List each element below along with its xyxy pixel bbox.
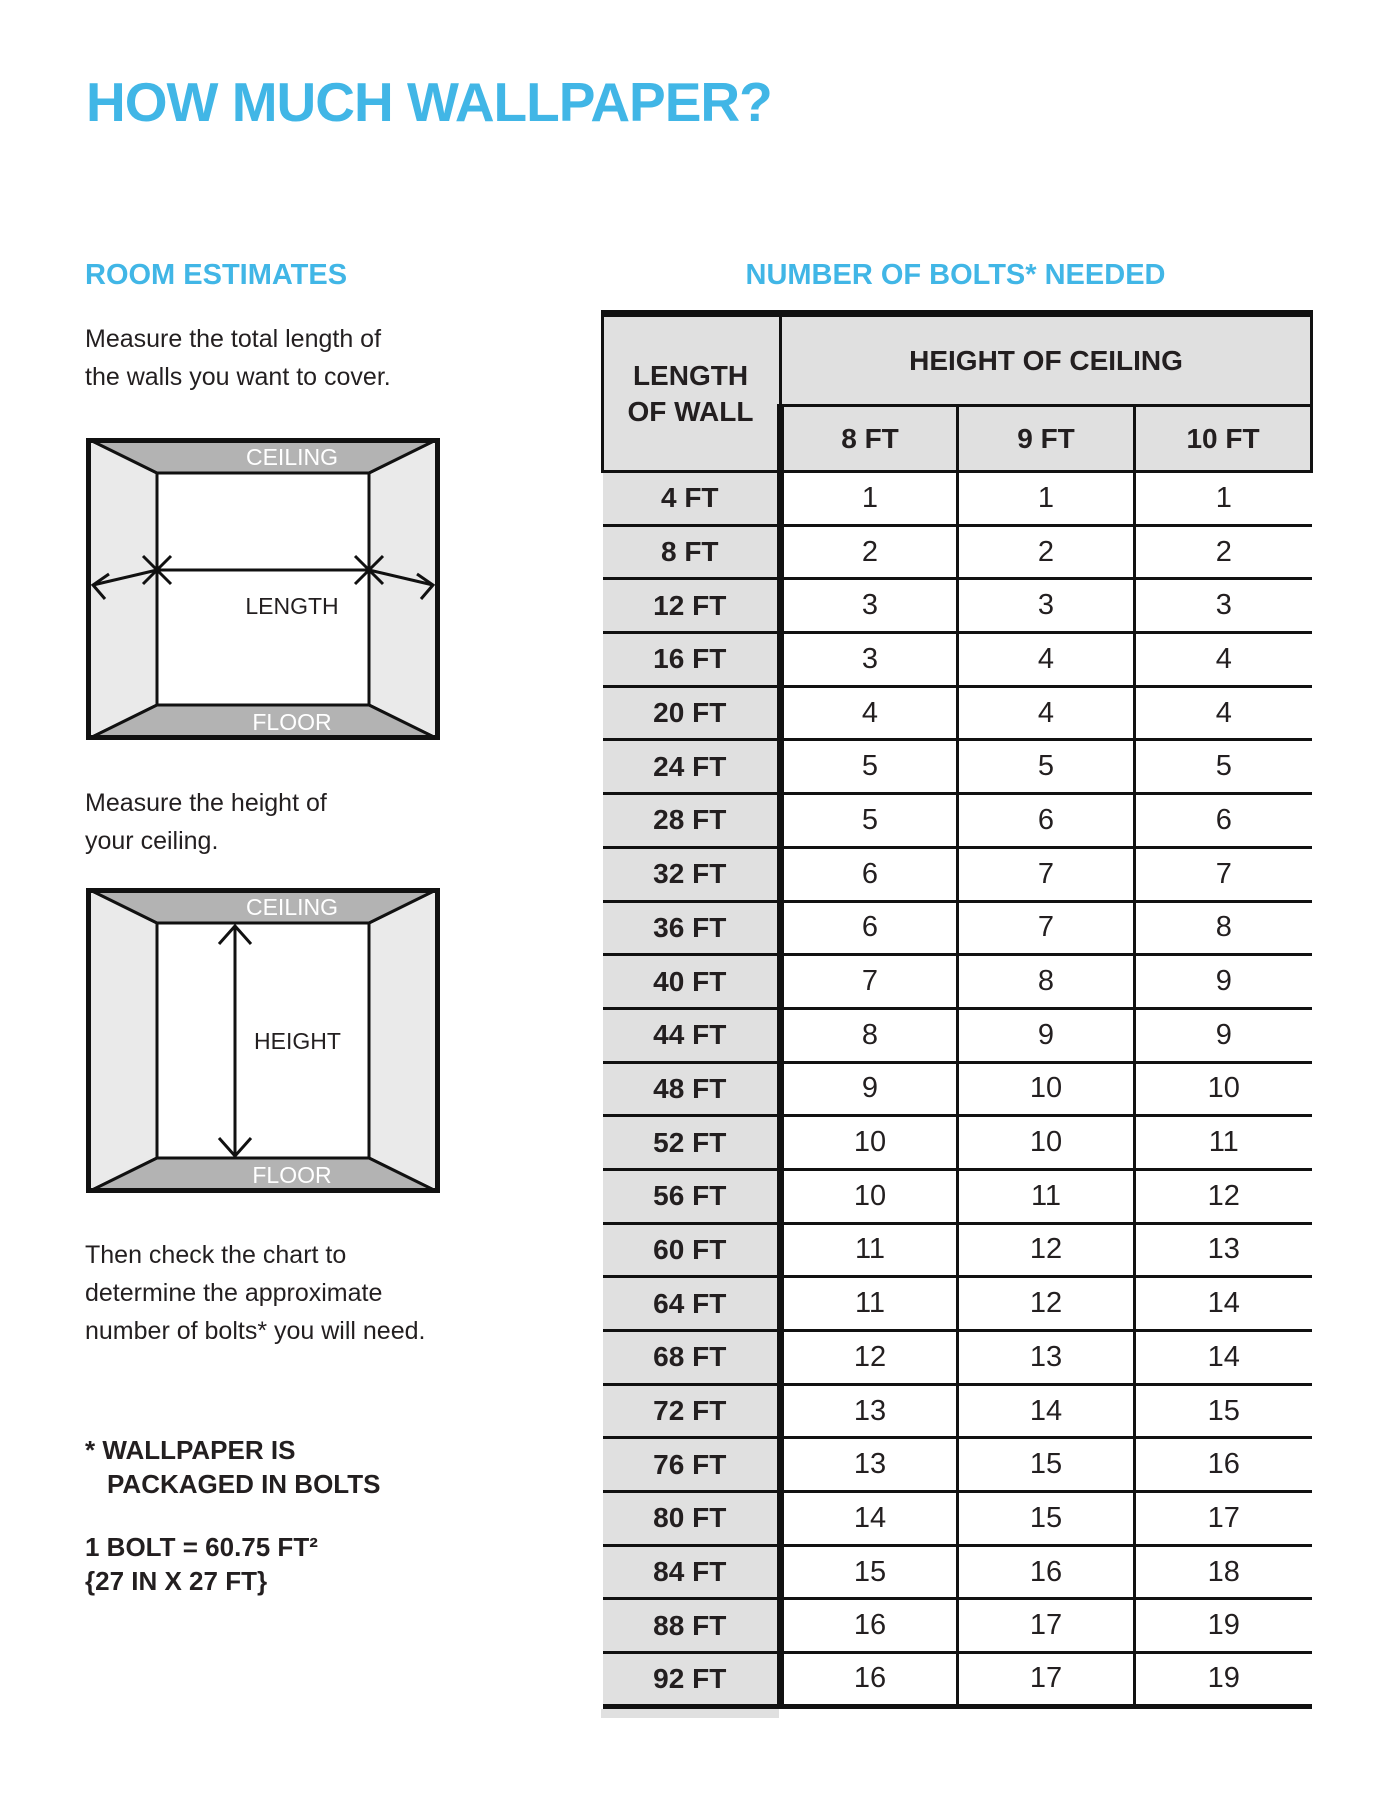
bolt-count-cell: 7 (958, 901, 1135, 955)
room-length-diagram-svg (86, 438, 440, 740)
measure-height-paragraph (85, 784, 327, 860)
footnote-line: PACKAGED IN BOLTS (107, 1469, 381, 1499)
table-bottom-tab (601, 1709, 779, 1718)
bolt-count-cell: 15 (958, 1492, 1135, 1546)
bolt-count-cell: 11 (958, 1169, 1135, 1223)
bolt-count-cell: 16 (1135, 1438, 1312, 1492)
table-row (603, 1492, 1312, 1546)
back-wall-face (157, 473, 369, 705)
table-row (603, 794, 1312, 848)
wall-length-label: 64 FT (603, 1277, 781, 1331)
bolt-count-cell: 6 (781, 847, 958, 901)
measure-length-paragraph (85, 320, 391, 396)
wall-length-label: 20 FT (603, 686, 781, 740)
bolt-count-cell: 13 (781, 1438, 958, 1492)
paragraph-line: Measure the height of (85, 789, 327, 817)
paragraph-line: your ceiling. (85, 827, 219, 855)
bolt-equation-line: {27 IN X 27 FT} (85, 1566, 268, 1596)
bolt-count-cell: 18 (1135, 1545, 1312, 1599)
wall-length-label: 68 FT (603, 1331, 781, 1385)
bolt-count-cell: 7 (1135, 847, 1312, 901)
wall-length-label: 32 FT (603, 847, 781, 901)
bolt-count-cell: 19 (1135, 1599, 1312, 1653)
table-row (603, 1169, 1312, 1223)
table-row (603, 686, 1312, 740)
wall-length-label: 80 FT (603, 1492, 781, 1546)
bolts-table-body (603, 472, 1312, 1707)
paragraph-line: Then check the chart to (85, 1241, 347, 1269)
table-row (603, 633, 1312, 687)
table-row (603, 579, 1312, 633)
table-row (603, 1277, 1312, 1331)
bolt-count-cell: 9 (781, 1062, 958, 1116)
bolt-count-cell: 4 (1135, 633, 1312, 687)
bolt-count-cell: 8 (958, 955, 1135, 1009)
bolt-count-cell: 17 (958, 1599, 1135, 1653)
room-estimates-heading: ROOM ESTIMATES (85, 259, 348, 291)
bolt-count-cell: 1 (781, 472, 958, 526)
bolt-equation-line: 1 BOLT = 60.75 FT² (85, 1532, 318, 1562)
bolt-count-cell: 7 (781, 955, 958, 1009)
bolt-count-cell: 14 (781, 1492, 958, 1546)
bolts-needed-heading: NUMBER OF BOLTS* NEEDED (745, 259, 1166, 291)
table-row (603, 1116, 1312, 1170)
wall-length-label: 44 FT (603, 1008, 781, 1062)
bolt-count-cell: 16 (781, 1653, 958, 1707)
bolt-count-cell: 14 (1135, 1331, 1312, 1385)
length-label: LENGTH (245, 593, 339, 619)
page-title: HOW MUCH WALLPAPER? (86, 71, 772, 133)
bolt-count-cell: 9 (1135, 1008, 1312, 1062)
paragraph-line: the walls you want to cover. (85, 363, 391, 391)
bolt-count-cell: 2 (781, 525, 958, 579)
bolt-count-cell: 10 (1135, 1062, 1312, 1116)
bolt-count-cell: 17 (1135, 1492, 1312, 1546)
bolt-count-cell: 11 (781, 1277, 958, 1331)
bolt-count-cell: 11 (781, 1223, 958, 1277)
bolt-count-cell: 4 (1135, 686, 1312, 740)
wall-length-label: 16 FT (603, 633, 781, 687)
bolt-count-cell: 11 (1135, 1116, 1312, 1170)
bolt-count-cell: 9 (958, 1008, 1135, 1062)
wall-length-label: 92 FT (603, 1653, 781, 1707)
table-row (603, 1438, 1312, 1492)
wall-length-label: 56 FT (603, 1169, 781, 1223)
wall-length-label: 52 FT (603, 1116, 781, 1170)
bolt-count-cell: 15 (1135, 1384, 1312, 1438)
wall-length-label: 76 FT (603, 1438, 781, 1492)
bolt-count-cell: 19 (1135, 1653, 1312, 1707)
bolt-count-cell: 8 (1135, 901, 1312, 955)
wall-length-label: 36 FT (603, 901, 781, 955)
wall-length-label: 88 FT (603, 1599, 781, 1653)
bolt-equation (85, 1530, 318, 1598)
bolt-count-cell: 10 (958, 1116, 1135, 1170)
bolts-table-container (601, 310, 1310, 1718)
bolt-count-cell: 17 (958, 1653, 1135, 1707)
wall-length-label: 40 FT (603, 955, 781, 1009)
header-line: OF WALL (627, 395, 754, 427)
table-row (603, 1599, 1312, 1653)
length-of-wall-header (603, 314, 781, 472)
bolt-count-cell: 12 (1135, 1169, 1312, 1223)
table-row (603, 1384, 1312, 1438)
height-of-ceiling-header: HEIGHT OF CEILING (781, 314, 1312, 406)
paragraph-line: determine the approximate (85, 1279, 383, 1307)
bolt-count-cell: 4 (781, 686, 958, 740)
bolt-count-cell: 6 (958, 794, 1135, 848)
bolt-count-cell: 12 (958, 1277, 1135, 1331)
col-header-8ft: 8 FT (781, 406, 958, 472)
height-label: HEIGHT (254, 1028, 341, 1054)
bolt-count-cell: 10 (958, 1062, 1135, 1116)
bolt-count-cell: 2 (1135, 525, 1312, 579)
bolt-count-cell: 2 (958, 525, 1135, 579)
bolt-count-cell: 8 (781, 1008, 958, 1062)
table-row (603, 955, 1312, 1009)
table-row (603, 1223, 1312, 1277)
room-height-diagram (86, 888, 440, 1193)
ceiling-label: CEILING (245, 894, 339, 920)
bolt-count-cell: 10 (781, 1169, 958, 1223)
bolt-count-cell: 15 (781, 1545, 958, 1599)
table-row (603, 1653, 1312, 1707)
bolt-count-cell: 3 (781, 633, 958, 687)
col-header-10ft: 10 FT (1135, 406, 1312, 472)
wall-length-label: 4 FT (603, 472, 781, 526)
bolts-footnote (85, 1433, 380, 1501)
bolt-count-cell: 5 (1135, 740, 1312, 794)
bolt-count-cell: 13 (958, 1331, 1135, 1385)
wall-length-label: 12 FT (603, 579, 781, 633)
paragraph-line: Measure the total length of (85, 325, 382, 353)
bolt-count-cell: 3 (958, 579, 1135, 633)
col-header-9ft: 9 FT (958, 406, 1135, 472)
bolt-count-cell: 3 (1135, 579, 1312, 633)
ceiling-label: CEILING (245, 444, 339, 470)
bolt-count-cell: 5 (781, 794, 958, 848)
wall-length-label: 72 FT (603, 1384, 781, 1438)
bolt-count-cell: 3 (781, 579, 958, 633)
table-row (603, 847, 1312, 901)
bolt-count-cell: 9 (1135, 955, 1312, 1009)
bolt-count-cell: 5 (781, 740, 958, 794)
table-header-row (603, 314, 1312, 406)
table-row (603, 1545, 1312, 1599)
footnote-line: * WALLPAPER IS (85, 1435, 296, 1465)
wall-length-label: 60 FT (603, 1223, 781, 1277)
table-row (603, 901, 1312, 955)
paragraph-line: number of bolts* you will need. (85, 1317, 426, 1345)
bolt-count-cell: 6 (781, 901, 958, 955)
bolt-count-cell: 4 (958, 686, 1135, 740)
wall-length-label: 48 FT (603, 1062, 781, 1116)
header-line: LENGTH (632, 359, 749, 391)
bolt-count-cell: 13 (1135, 1223, 1312, 1277)
bolts-table (601, 310, 1313, 1709)
bolt-count-cell: 5 (958, 740, 1135, 794)
wall-length-label: 8 FT (603, 525, 781, 579)
bolt-count-cell: 15 (958, 1438, 1135, 1492)
table-row (603, 1062, 1312, 1116)
room-length-diagram (86, 438, 440, 740)
wall-length-label: 84 FT (603, 1545, 781, 1599)
check-chart-paragraph (85, 1236, 425, 1350)
bolt-count-cell: 16 (781, 1599, 958, 1653)
table-row (603, 740, 1312, 794)
wall-length-label: 24 FT (603, 740, 781, 794)
bolt-count-cell: 6 (1135, 794, 1312, 848)
bolt-count-cell: 14 (958, 1384, 1135, 1438)
floor-label: FLOOR (252, 1162, 332, 1188)
right-wall-face (369, 888, 440, 1193)
bolt-count-cell: 4 (958, 633, 1135, 687)
bolt-count-cell: 12 (781, 1331, 958, 1385)
bolt-count-cell: 16 (958, 1545, 1135, 1599)
bolt-count-cell: 10 (781, 1116, 958, 1170)
room-height-diagram-svg (86, 888, 440, 1193)
wall-length-label: 28 FT (603, 794, 781, 848)
bolt-count-cell: 13 (781, 1384, 958, 1438)
bolt-count-cell: 14 (1135, 1277, 1312, 1331)
bolt-count-cell: 7 (958, 847, 1135, 901)
table-row (603, 472, 1312, 526)
left-wall-face (86, 888, 157, 1193)
bolt-count-cell: 12 (958, 1223, 1135, 1277)
bolt-count-cell: 1 (958, 472, 1135, 526)
bolt-count-cell: 1 (1135, 472, 1312, 526)
table-row (603, 1331, 1312, 1385)
floor-label: FLOOR (252, 709, 332, 735)
table-row (603, 525, 1312, 579)
table-row (603, 1008, 1312, 1062)
